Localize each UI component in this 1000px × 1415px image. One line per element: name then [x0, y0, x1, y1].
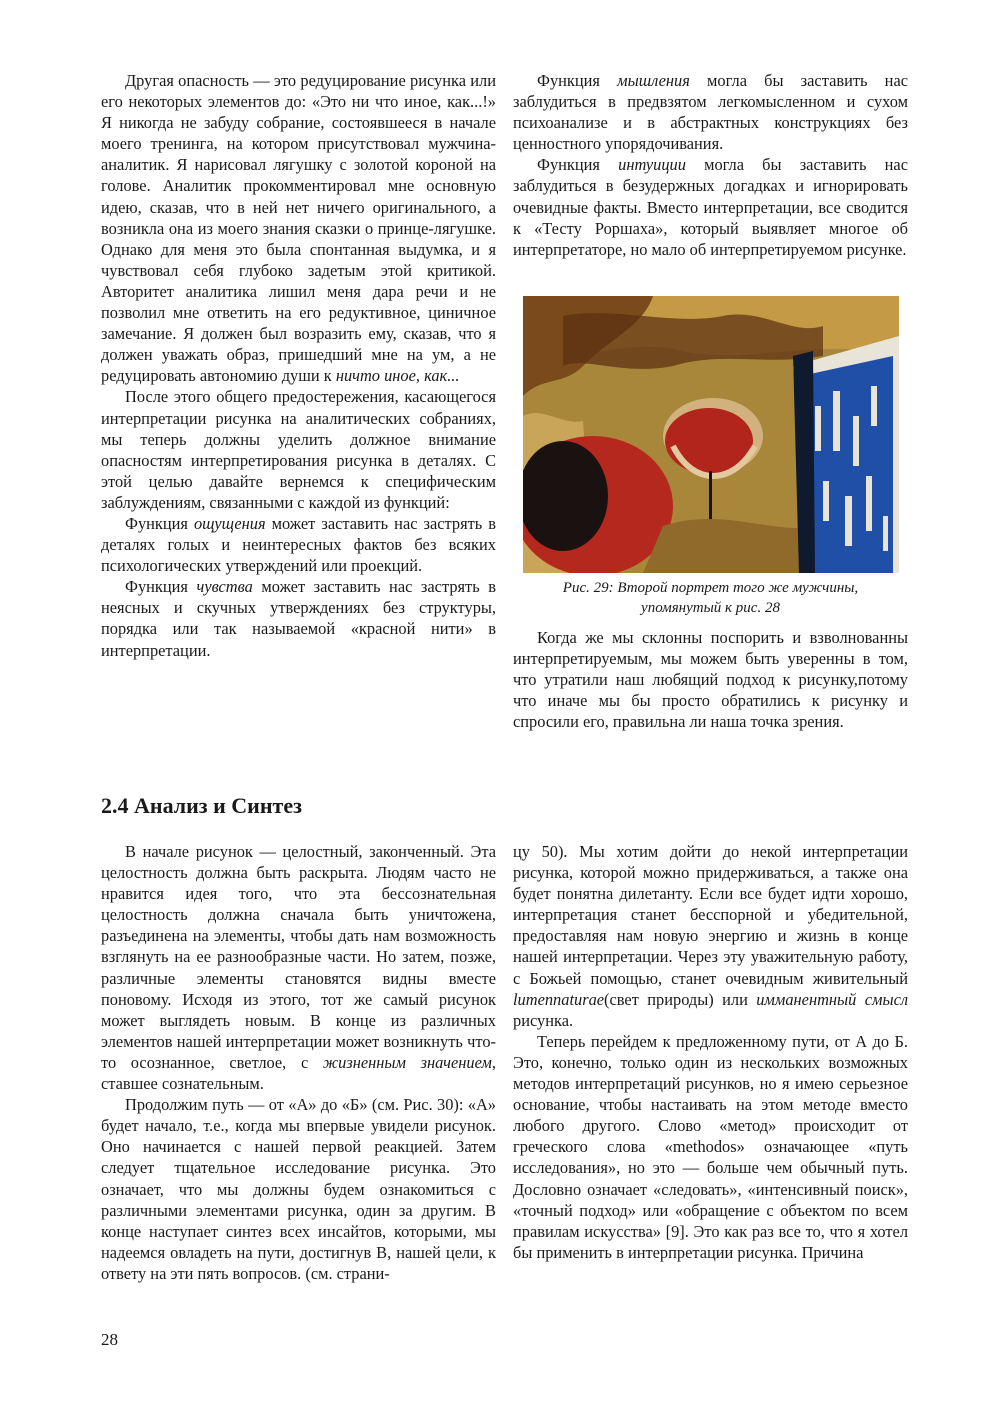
figure-caption: Рис. 29: Второй портрет того же мужчины, упомянутый к рис. 28	[562, 580, 859, 616]
italic-text: мышления	[617, 71, 690, 90]
paragraph: Теперь перейдем к предложенному пути, от А до Б. Это, конечно, только один из нескольких возможных методов интерпретаций рисунков, но я имею серьезное основание, чтобы настаивать на этом методе вместо любого другого. Слово «метод» происходит от греческого слова «methodos» означающее «путь исследования», но это — больше чем обычный путь. Дословно означает «следовать», «интенсивный поиск», «точный подход» или «обращение с объектом по всем правилам искусства» [9]. Это как раз все то, что я хотел бы применить в интерпретации рисунка. Причина	[513, 1031, 908, 1262]
italic-text: жизненным значением	[322, 1052, 492, 1072]
paragraph: Функция чувства может заставить нас застрять в неясных и скучных утверждениях без структуры, порядка или так называемой «красной нити» в интерпретации.	[101, 577, 496, 660]
top-right-column-continued	[513, 627, 908, 732]
figure-painting	[523, 296, 899, 573]
paragraph: Функция интуиции могла бы заставить нас заблудиться в безудержных догадках и игнорировать очевидные факты. Вместо интерпретации, все сводится к «Тесту Роршаха», который выявляет многое об интерпретаторе, но мало об интерпретируемом рисунке.	[513, 155, 908, 259]
paragraph: После этого общего предостережения, касающегося интерпретации рисунка на аналитических собраниях, мы теперь должны уделить должное внимание опасностям интерпретирования рисунка в деталях. С этой целью давайте вернемся к специфическим заблуждениям, связанными с каждой из функций:	[101, 387, 496, 512]
italic-text: ощущения	[193, 513, 266, 533]
italic-text: имманентный смысл	[756, 989, 908, 1009]
paragraph: Продолжим путь — от «А» до «Б» (см. Рис. 30): «А» будет начало, т.е., когда мы впервые увидели рисунок. Оно начинается с нашей первой реакцией. Затем следует тщательное исследование рисунка. Это означает, что мы должны будем ознакомиться с различными элементами рисунка, один за другим. В конце наступает синтез всех инсайтов, которыми, мы надеемся овладеть на пути, достигнув В, нашей цели, к ответу на эти пять вопросов. (см. страни-	[101, 1095, 496, 1283]
top-right-column	[513, 70, 908, 260]
section-heading: 2.4 Анализ и Синтез	[101, 793, 302, 818]
top-left-column	[101, 70, 496, 661]
italic-text: lumennaturae	[513, 989, 605, 1009]
paragraph: цу 50). Мы хотим дойти до некой интерпретации рисунка, которой можно придерживаться, а также она будет понятна дилетанту. Если все будет идти хорошо, интерпретация станет бесспорной и убедительной, предоставляя нам новую энергию и жизнь в конце нашей интерпретации. Через эту уважительную работу, с Божьей помощью, станет очевидным живительный lumennaturae(свет природы) или имманентный смысл рисунка.	[513, 842, 908, 1030]
italic-text: интуиции	[618, 155, 686, 175]
italic-text: чувства	[196, 577, 253, 597]
bottom-left-column	[101, 841, 496, 1284]
paragraph: Когда же мы склонны поспорить и взволнованны интерпретируемым, мы можем быть уверенны в том, что утратили наш любящий подход к рисунку,потому что иначе мы бы просто обратились к рисунку и спросили его, правильна ли наша точка зрения.	[513, 628, 908, 732]
page-number: 28	[101, 1330, 118, 1349]
paragraph: В начале рисунок — целостный, законченный. Эта целостность должна быть раскрыта. Людям часто не нравится идея того, что эта бессознательная целостность должна сначала быть уничтожена, разъединена на элементы, чтобы дать нам возможность взглянуть на ее разнообразные части. Но затем, позже, различные элементы становятся видны вместе поновому. Исходя из этого, тот же самый рисунок может выглядеть новым. В конце из различных элементов нашей интерпретации может возникнуть что-то осознанное, светлое, с жизненным значением, ставшее сознательным.	[101, 842, 497, 1094]
bottom-right-column	[513, 841, 908, 1263]
paragraph: Другая опасность — это редуцирование рисунка или его некоторых элементов до: «Это ни что иное, как...!» Я никогда не забуду собрание, состоявшееся в начале моего тренинга, на котором присутствовал мужчина-аналитик. Я нарисовал лягушку с золотой короной на голове. Аналитик прокомментировал мне основную идею, сказав, что в ней нет ничего оригинального, а возникла она из моего знания сказки о принце-лягушке. Однако для меня это была спонтанная выдумка, и я чувствовал себя глубоко задетым этой критикой. Авторитет аналитика лишил меня дара речи и не позволил мне ответить на его редуктивное, циничное замечание. Я должен был возразить ему, сказав, что я должен уважать образ, пришедший мне на ум, а не редуцировать автономию души к ничто иное, как...	[101, 71, 496, 386]
italic-text: ничто иное, как...	[335, 366, 460, 386]
painting-image	[523, 296, 899, 573]
paragraph: Функция ощущения может заставить нас застрять в деталях голых и неинтересных фактов без всяких психологических утверждений или проекций.	[101, 513, 497, 576]
paragraph: Функция мышления могла бы заставить нас заблудиться в предвзятом легкомысленном и сухом психоанализе и в абстрактных конструкциях без ценностного упорядочивания.	[513, 71, 908, 154]
